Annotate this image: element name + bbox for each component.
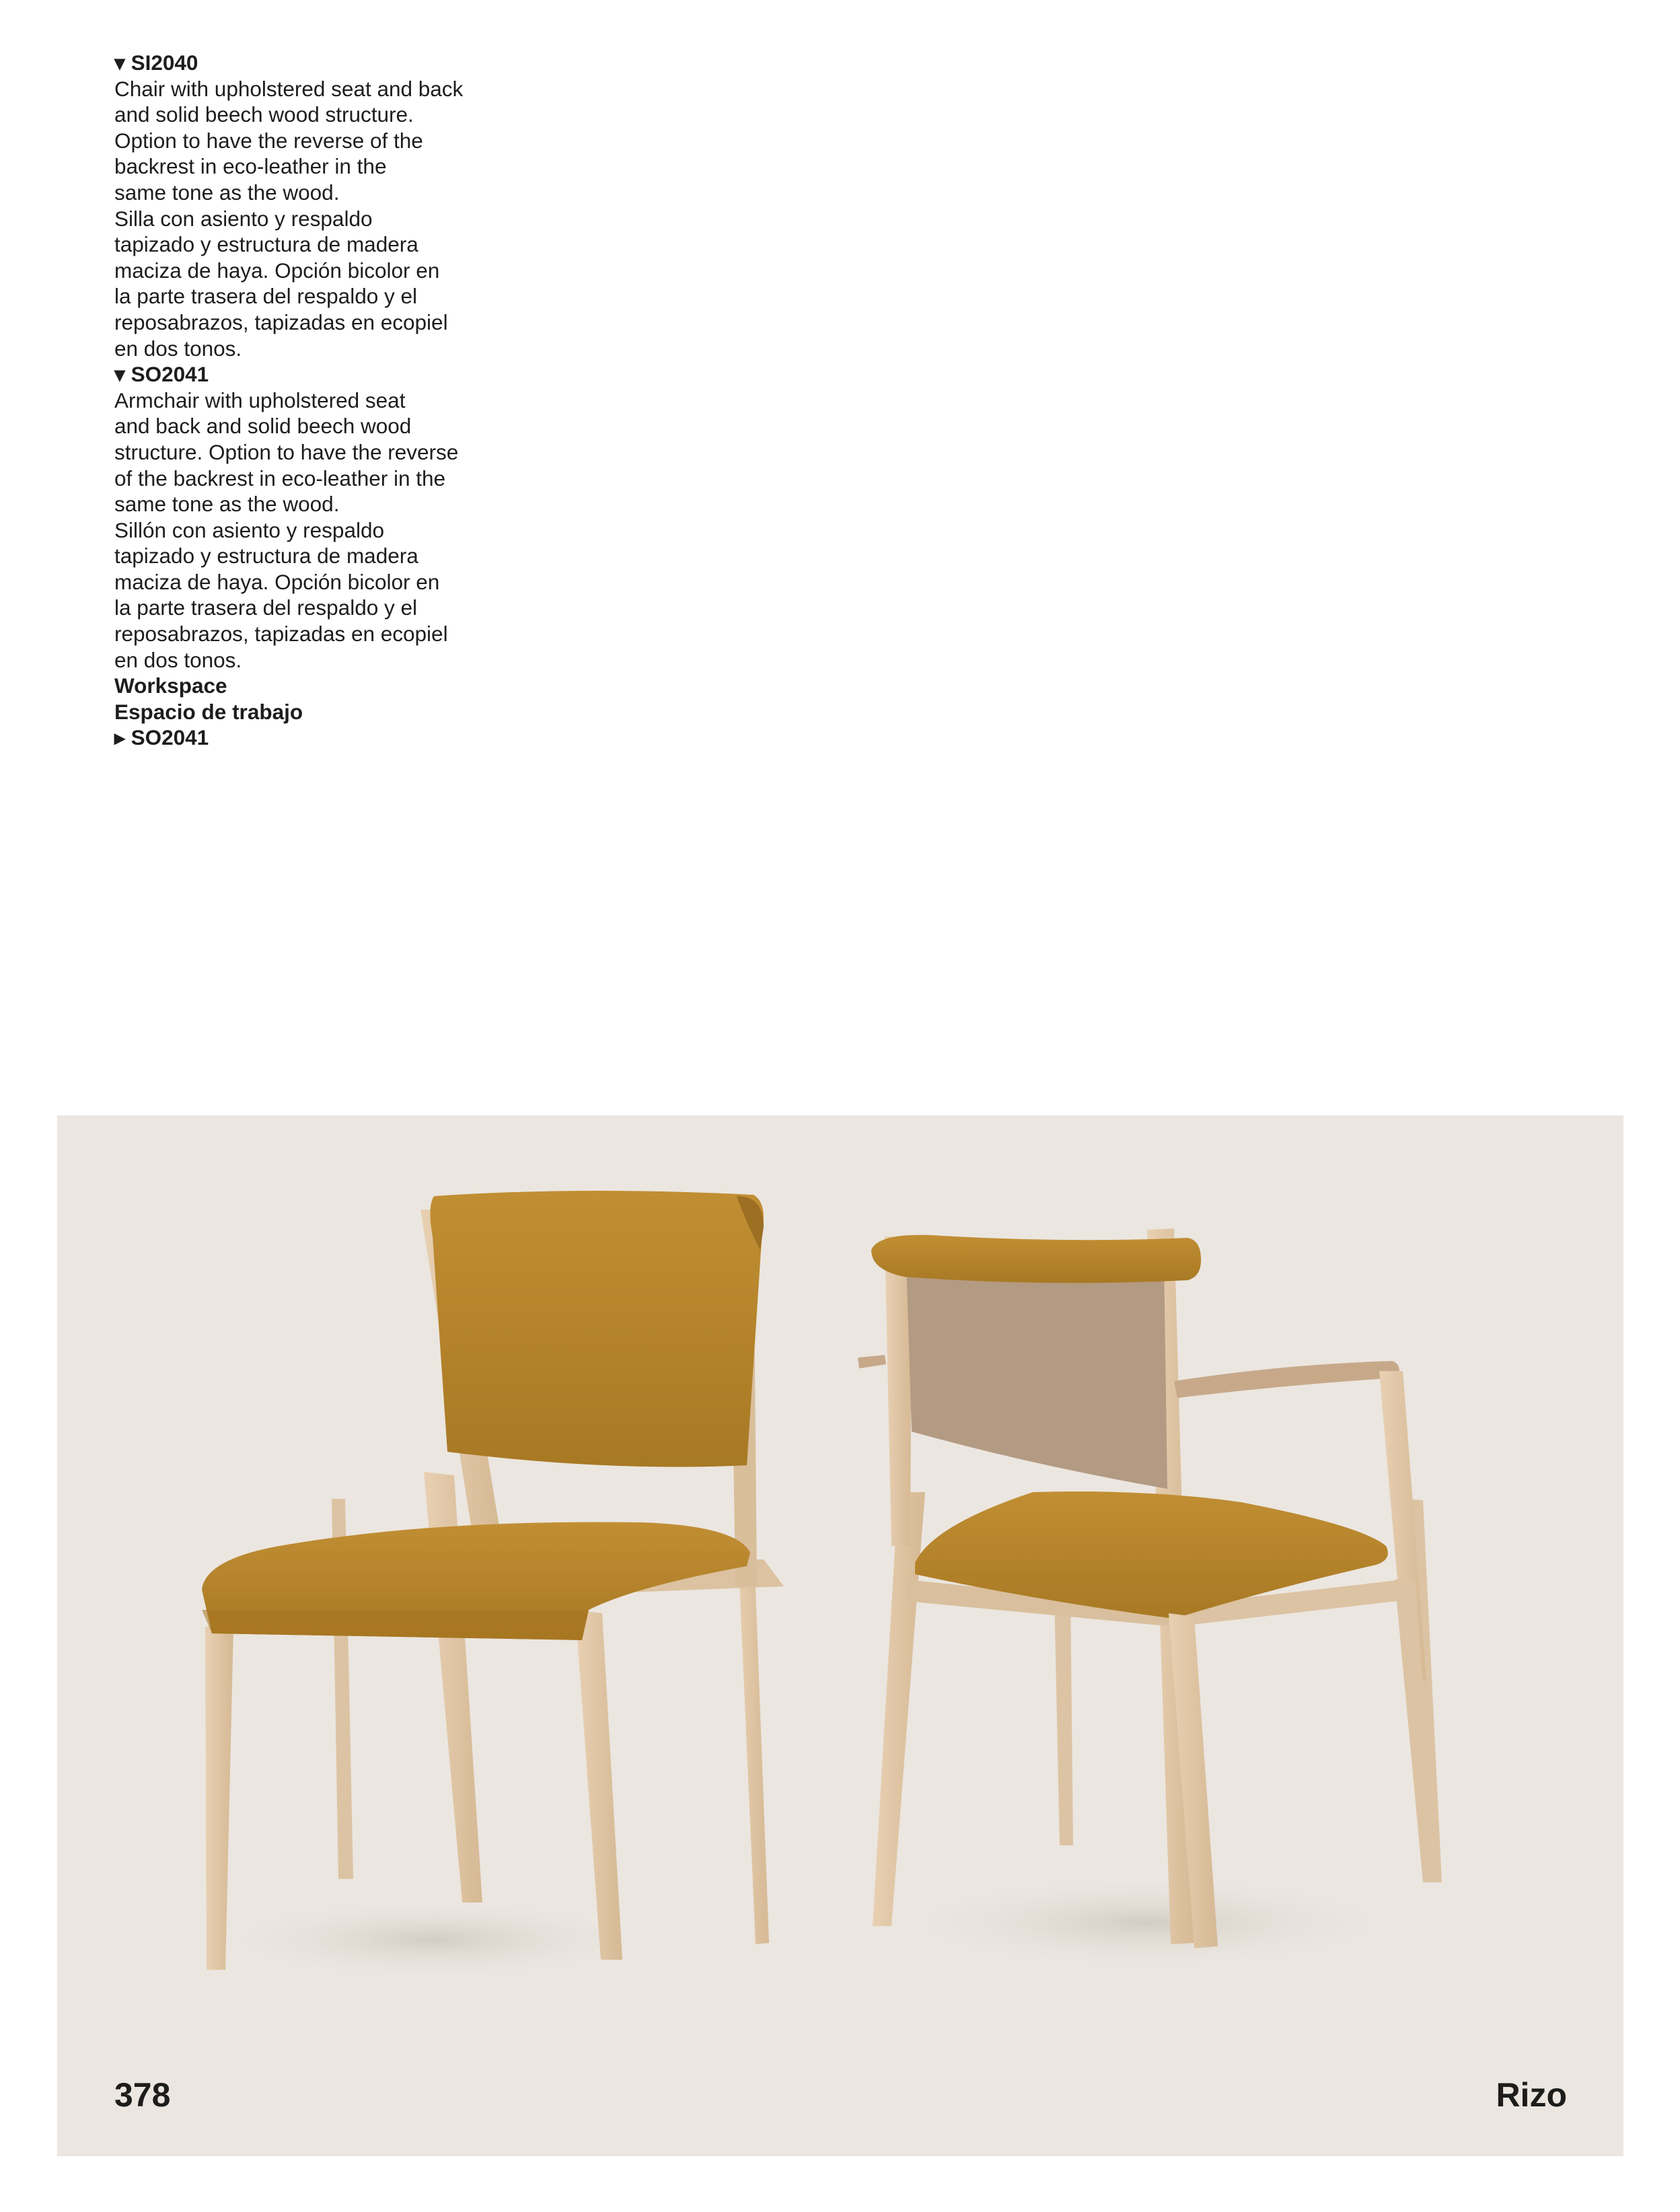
description-line: Sillón con asiento y respaldo bbox=[114, 517, 384, 542]
description-line: maciza de haya. Opción bicolor en bbox=[114, 569, 440, 594]
description-line: reposabrazos, tapizadas en ecopiel bbox=[114, 309, 448, 334]
description-line: la parte trasera del respaldo y el bbox=[114, 595, 417, 620]
product-description bbox=[114, 50, 491, 751]
description-line: la parte trasera del respaldo y el bbox=[114, 284, 417, 309]
description-line: same tone as the wood. bbox=[114, 492, 340, 517]
description-line: maciza de haya. Opción bicolor en bbox=[114, 258, 440, 283]
shadow bbox=[212, 1899, 656, 1980]
description-line: structure. Option to have the reverse bbox=[114, 439, 459, 464]
product-code-so2041: ▾ SO2041 bbox=[114, 362, 209, 387]
description-line: of the backrest in eco-leather in the bbox=[114, 466, 446, 490]
shadow bbox=[891, 1876, 1403, 1970]
product-code-si2040: ▾ SI2040 bbox=[114, 50, 198, 75]
description-line: same tone as the wood. bbox=[114, 180, 340, 205]
description-line: en dos tonos. bbox=[114, 336, 242, 361]
side-chair bbox=[202, 1191, 784, 1970]
description-line: tapizado y estructura de madera bbox=[114, 232, 418, 257]
description-line: en dos tonos. bbox=[114, 647, 242, 672]
product-photo bbox=[57, 1115, 1623, 2156]
description-line: and solid beech wood structure. bbox=[114, 102, 414, 127]
collection-name: Rizo bbox=[1496, 2076, 1567, 2114]
description-line: backrest in eco-leather in the bbox=[114, 154, 387, 179]
description-line: Silla con asiento y respaldo bbox=[114, 206, 373, 231]
description-line: Armchair with upholstered seat bbox=[114, 388, 406, 412]
description-line: tapizado y estructura de madera bbox=[114, 544, 418, 568]
armchair bbox=[858, 1228, 1442, 1948]
description-line: and back and solid beech wood bbox=[114, 414, 412, 439]
category-es: Espacio de trabajo bbox=[114, 699, 303, 724]
description-line: Option to have the reverse of the bbox=[114, 128, 423, 153]
description-line: Chair with upholstered seat and back bbox=[114, 76, 464, 101]
photo-reference: ▸ SO2041 bbox=[114, 725, 209, 750]
chairs-illustration bbox=[57, 1115, 1623, 2156]
description-line: reposabrazos, tapizadas en ecopiel bbox=[114, 622, 448, 647]
category-en: Workspace bbox=[114, 673, 227, 698]
page-number: 378 bbox=[114, 2076, 171, 2114]
